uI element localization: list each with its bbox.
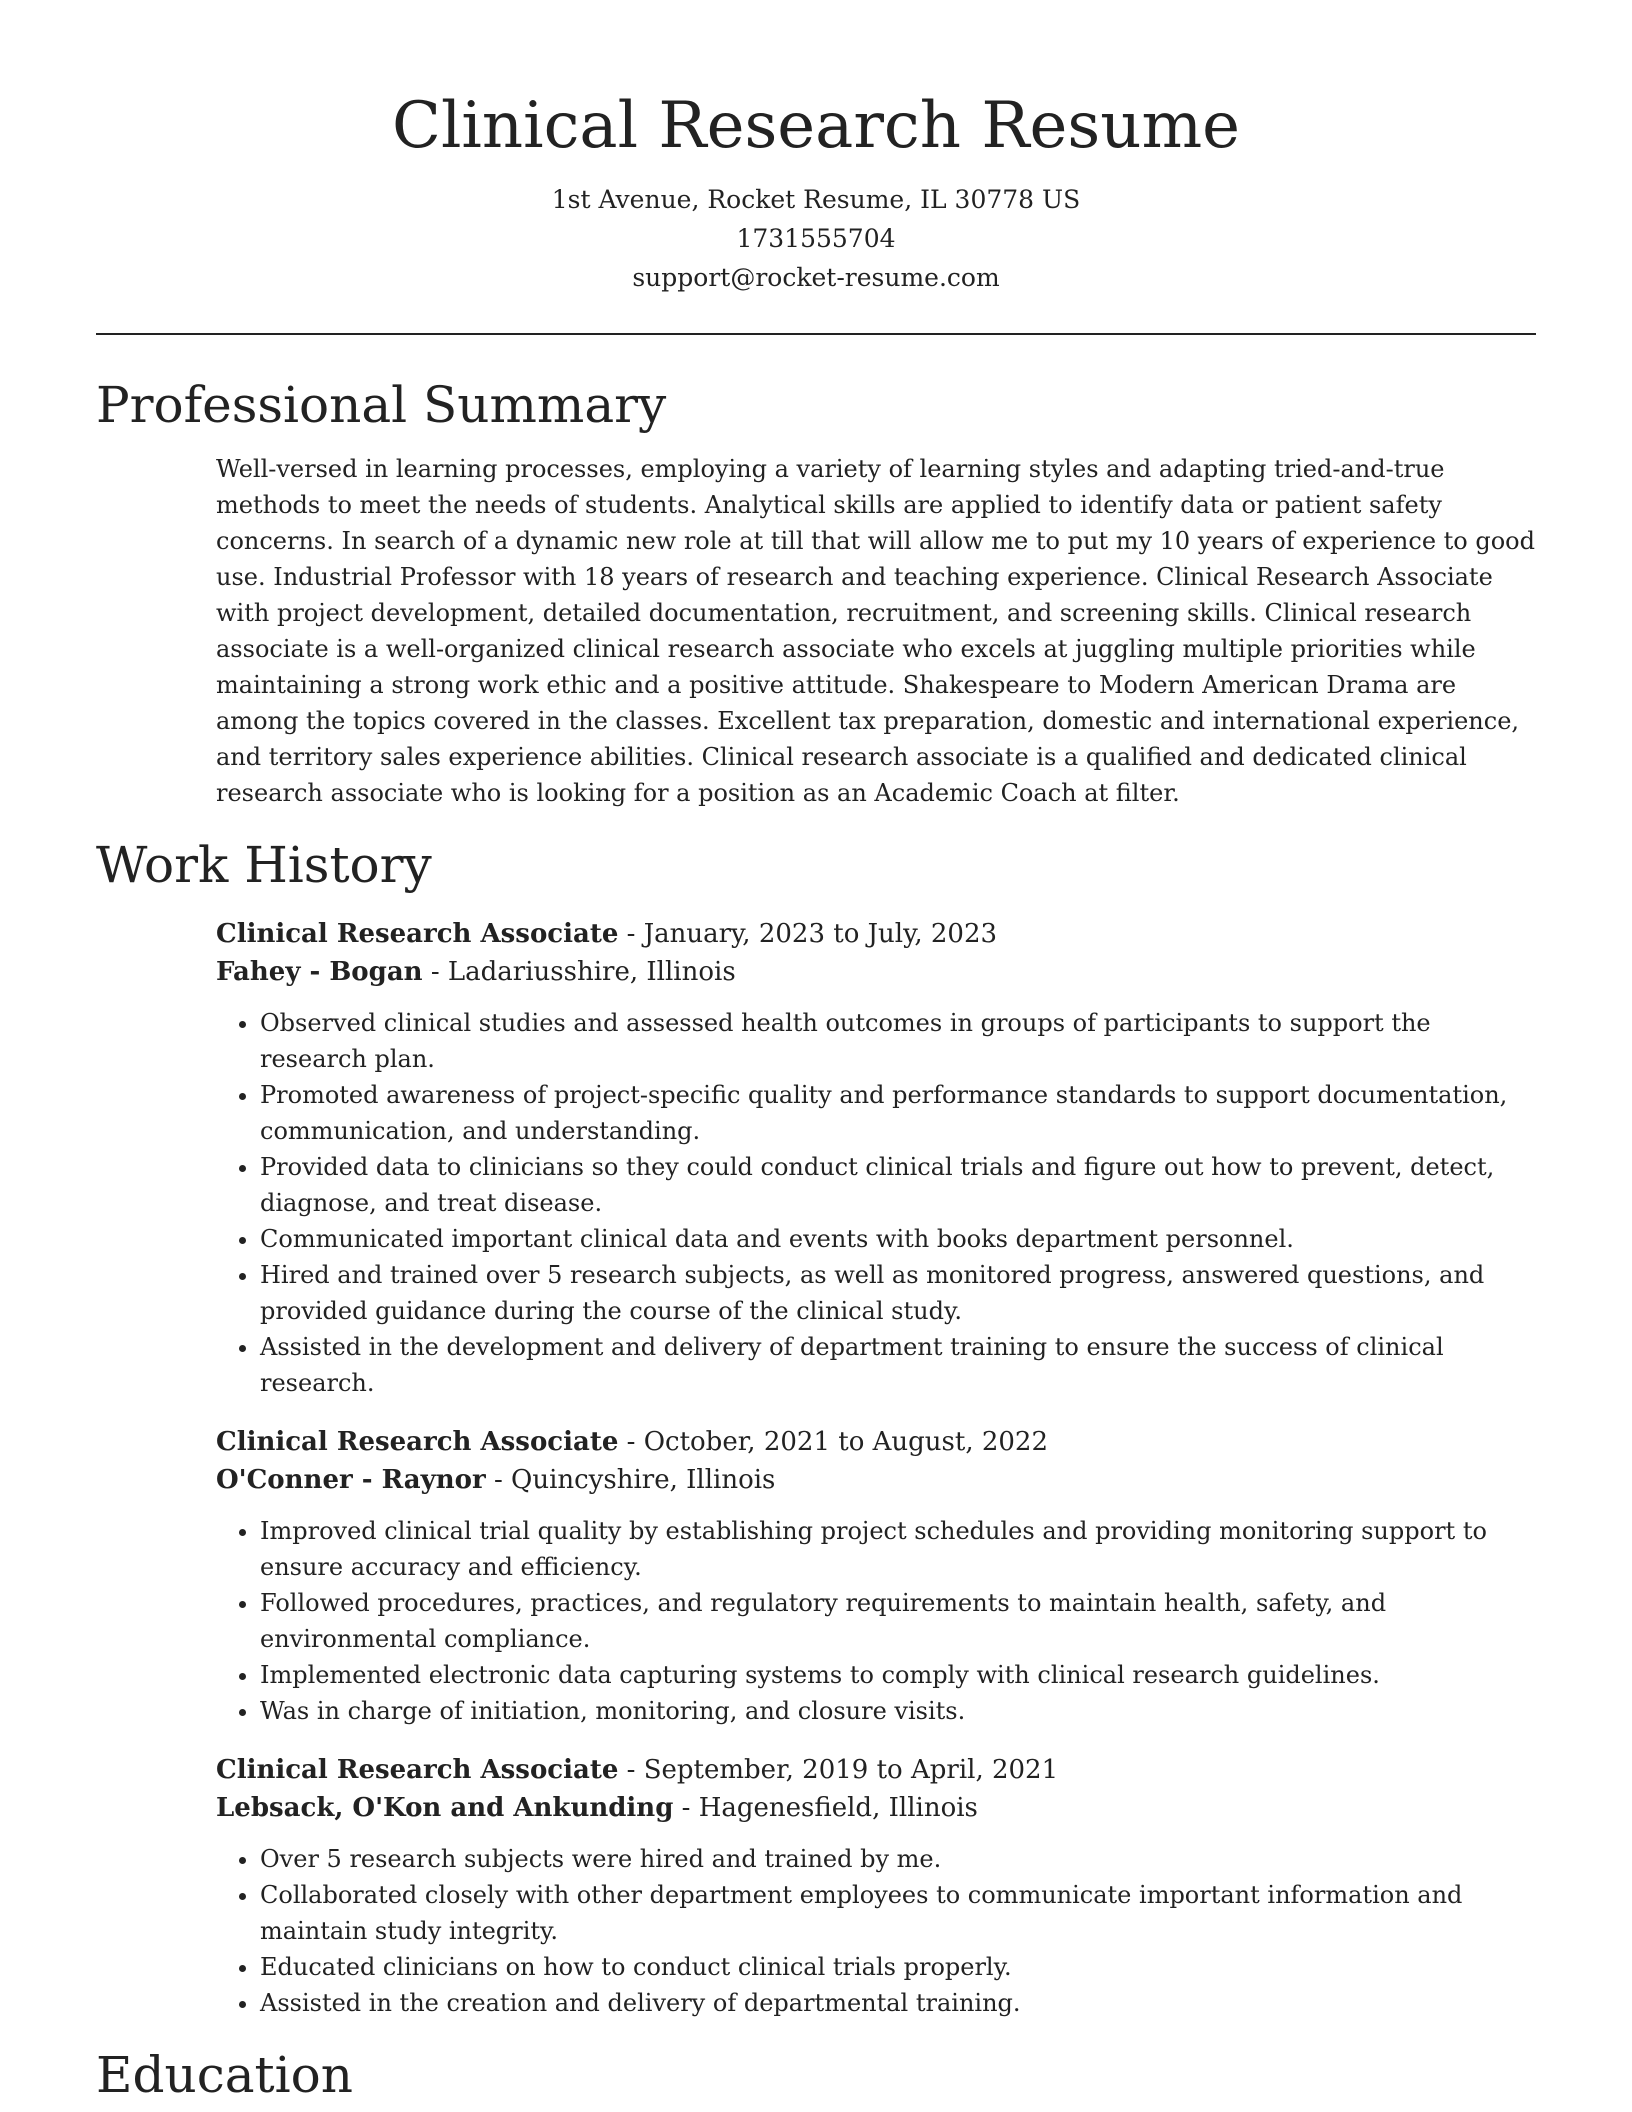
- job-title: Clinical Research Associate: [216, 1427, 619, 1457]
- contact-address: 1st Avenue, Rocket Resume, IL 30778 US: [551, 185, 1081, 214]
- summary-text: Well-versed in learning processes, employing a variety of learning styles and adapting tried-and-true methods to meet the needs of students. Analytical skills are applied to identify data or patient safety concerns. In search of a dynamic new role at till that will allow me to put my 10 years of experience to good use. Industrial Professor with 18 years of research and teaching experience. Clinical Research Associate with project development, detailed documentation, recruitment, and screening skills. Clinical research associate is a well-organized clinical research associate who excels at juggling multiple priorities while maintaining a strong work ethic and a positive attitude. Shakespeare to Modern American Drama are among the topics covered in the classes. Excellent tax preparation, domestic and international experience, and territory sales experience abilities. Clinical research associate is a qualified and dedicated clinical research associate who is looking for a position as an Academic Coach at filter.: [216, 455, 1535, 807]
- job-bullet: • Educated clinicians on how to conduct clinical trials properly.: [260, 1949, 1536, 1985]
- job-bullets: [216, 1513, 1536, 1729]
- job-entry: [216, 915, 1536, 1401]
- job-company-line: [216, 1789, 1536, 1827]
- job-bullet: • Assisted in the creation and delivery of departmental training.: [260, 1985, 1536, 2021]
- job-company: O'Conner - Raynor: [216, 1465, 486, 1495]
- resume-page: [96, 0, 1536, 2107]
- job-bullets: [216, 1005, 1536, 1401]
- job-location: - Ladariusshire, Illinois: [422, 957, 736, 987]
- job-bullet: • Over 5 research subjects were hired and trained by me.: [260, 1841, 1536, 1877]
- job-bullet: • Communicated important clinical data and events with books department personnel.: [260, 1221, 1536, 1257]
- job-dates: - October, 2021 to August, 2022: [618, 1427, 1049, 1457]
- header-divider: [96, 333, 1536, 335]
- job-bullet: • Was in charge of initiation, monitoring, and closure visits.: [260, 1693, 1536, 1729]
- job-bullet: • Improved clinical trial quality by establishing project schedules and providing monitoring support to ensure accuracy and efficiency.: [260, 1513, 1536, 1585]
- job-bullets: [216, 1841, 1536, 2021]
- job-dates: - January, 2023 to July, 2023: [618, 919, 998, 949]
- resume-header: [96, 0, 1536, 297]
- job-title-line: [216, 1751, 1536, 1789]
- job-dates: - September, 2019 to April, 2021: [618, 1755, 1059, 1785]
- job-company: Fahey - Bogan: [216, 957, 423, 987]
- work-history-section: [216, 915, 1536, 2021]
- job-location: - Hagenesfield, Illinois: [673, 1793, 978, 1823]
- contact-phone: 1731555704: [736, 224, 896, 253]
- job-bullet: • Observed clinical studies and assessed health outcomes in groups of participants to support the research plan.: [260, 1005, 1536, 1077]
- job-bullet: • Collaborated closely with other department employees to communicate important information and maintain study integrity.: [260, 1877, 1536, 1949]
- resume-name: Clinical Research Resume: [391, 89, 1241, 163]
- job-title: Clinical Research Associate: [216, 1755, 619, 1785]
- job-bullet: • Promoted awareness of project-specific quality and performance standards to support documentation, communication, and understanding.: [260, 1077, 1536, 1149]
- job-bullet: • Followed procedures, practices, and regulatory requirements to maintain health, safety, and environmental compliance.: [260, 1585, 1536, 1657]
- job-company: Lebsack, O'Kon and Ankunding: [216, 1793, 674, 1823]
- contact-email: support@rocket-resume.com: [632, 263, 1000, 292]
- job-bullet: • Assisted in the development and delivery of department training to ensure the success of clinical research.: [260, 1329, 1536, 1401]
- job-entry: [216, 1423, 1536, 1729]
- section-title-education: Education: [96, 2046, 353, 2104]
- job-bullet: • Provided data to clinicians so they could conduct clinical trials and figure out how to prevent, detect, diagnose, and treat disease.: [260, 1149, 1536, 1221]
- summary-section: [216, 451, 1536, 811]
- job-location: - Quincyshire, Illinois: [485, 1465, 776, 1495]
- job-company-line: [216, 953, 1536, 991]
- contact-block: [96, 180, 1536, 297]
- job-company-line: [216, 1461, 1536, 1499]
- job-bullet: • Hired and trained over 5 research subjects, as well as monitored progress, answered questions, and provided guidance during the course of the clinical study.: [260, 1257, 1536, 1329]
- job-title: Clinical Research Associate: [216, 919, 619, 949]
- section-title-work-history: Work History: [96, 836, 432, 894]
- section-title-summary: Professional Summary: [96, 376, 667, 434]
- job-entry: [216, 1751, 1536, 2021]
- job-title-line: [216, 915, 1536, 953]
- job-bullet: • Implemented electronic data capturing systems to comply with clinical research guidelines.: [260, 1657, 1536, 1693]
- job-title-line: [216, 1423, 1536, 1461]
